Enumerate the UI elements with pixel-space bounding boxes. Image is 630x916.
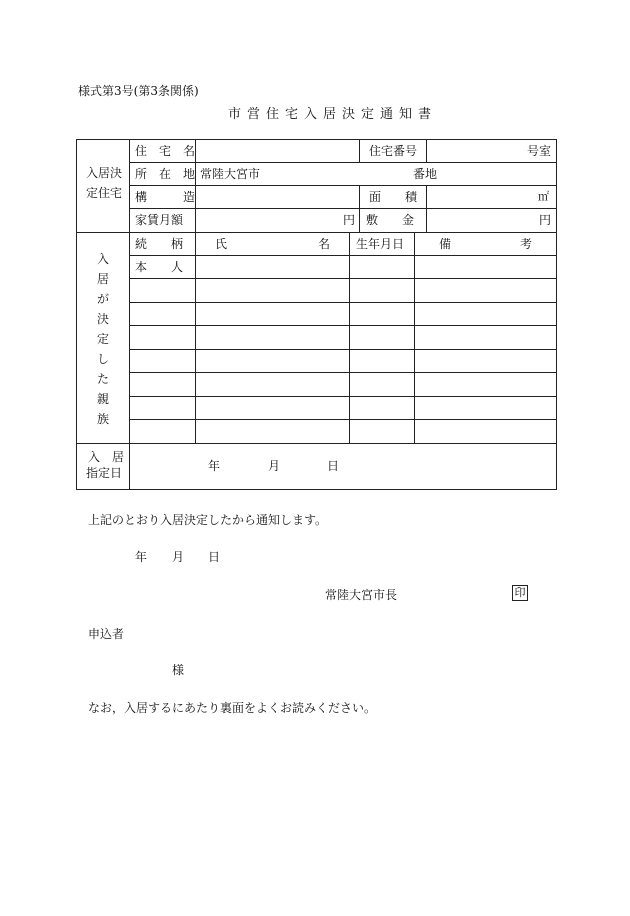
rent-unit: 円: [343, 213, 356, 227]
date-row-label-1: 入 居: [88, 450, 125, 464]
document-title: 市営住宅入居決定通知書: [228, 107, 438, 122]
housing-section-label-1: 入居決: [86, 166, 123, 180]
area-unit: ㎡: [538, 190, 549, 203]
first-relation-self: 本 人: [135, 260, 184, 274]
address-suffix: 番地: [413, 167, 438, 181]
seal-mark: 印: [512, 585, 528, 601]
applicant-label: 申込者: [88, 627, 125, 641]
issue-day: 日: [208, 550, 221, 564]
family-section-char: 入: [97, 252, 110, 266]
family-section-char: 決: [97, 312, 110, 326]
remarks-header-2: 考: [520, 237, 533, 251]
honorific: 様: [172, 663, 185, 677]
date-row-year: 年: [208, 459, 221, 473]
address-label: 所 在 地: [135, 167, 196, 181]
housing-number-label: 住宅番号: [369, 144, 418, 158]
closing-note: なお，入居するにあたり裏面をよくお読みください。: [88, 701, 377, 715]
family-section-char: が: [97, 292, 110, 306]
birth-date-header: 生年月日: [356, 237, 405, 251]
notice-statement: 上記のとおり入居決定したから通知します。: [88, 513, 328, 527]
remarks-header-1: 備: [439, 237, 452, 251]
structure-label: 構 造: [135, 190, 196, 204]
name-header-1: 氏: [215, 237, 228, 251]
name-header-2: 名: [318, 237, 331, 251]
housing-number-suffix: 号室: [527, 144, 552, 158]
address-city: 常陸大宮市: [200, 167, 261, 181]
issuer-name: 常陸大宮市長: [325, 588, 398, 602]
family-section-char: 定: [97, 332, 110, 346]
form-number-label: 様式第3号(第3条関係): [78, 84, 199, 98]
relation-header: 続 柄: [135, 237, 184, 251]
rent-label: 家賃月額: [135, 213, 184, 227]
date-row-label-2: 指定日: [86, 466, 123, 480]
family-section-char: 親: [97, 392, 110, 406]
housing-section-label-2: 定住宅: [86, 186, 123, 200]
housing-name-label: 住 宅 名: [135, 144, 196, 158]
family-section-char: 居: [97, 272, 110, 286]
family-section-char: た: [97, 372, 110, 386]
deposit-label: 敷 金: [366, 213, 415, 227]
date-row-day: 日: [327, 459, 340, 473]
family-section-char: し: [97, 352, 110, 366]
deposit-unit: 円: [539, 213, 552, 227]
family-section-char: 族: [97, 412, 110, 426]
area-label: 面 積: [369, 190, 418, 204]
date-row-month: 月: [268, 459, 281, 473]
issue-month: 月: [172, 550, 185, 564]
issue-year: 年: [135, 550, 148, 564]
